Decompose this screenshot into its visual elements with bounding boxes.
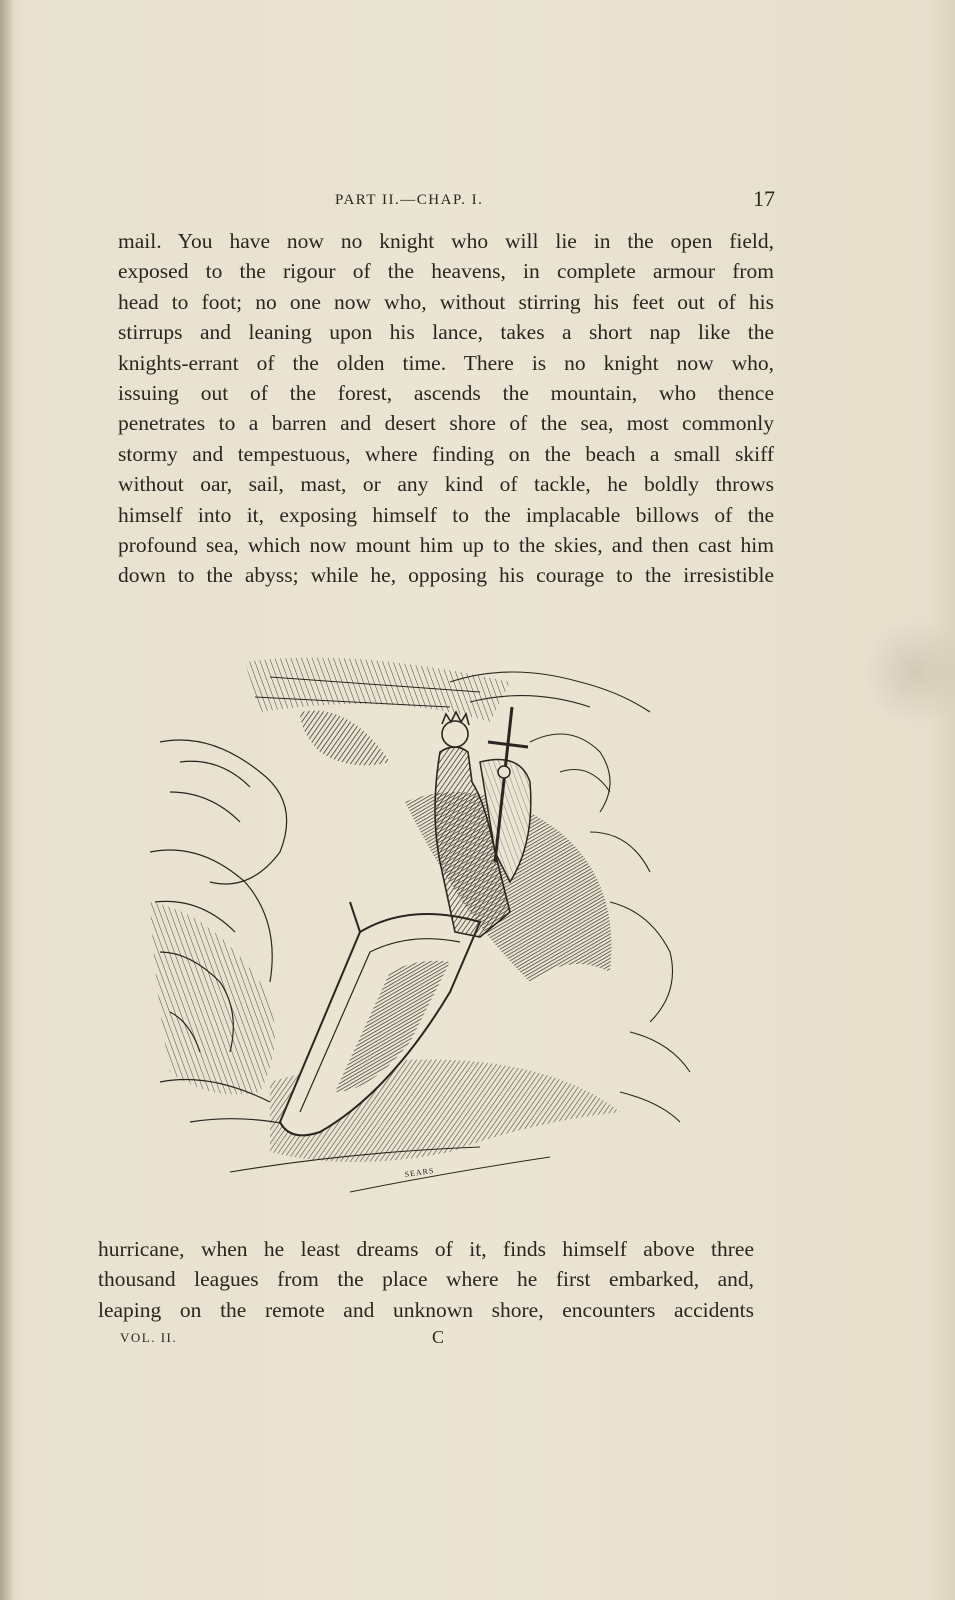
text-line: exposed to the rigour of the heavens, in complete armour from	[118, 259, 774, 284]
text-line: stirrups and leaning upon his lance, takes a short nap like the	[118, 320, 774, 345]
text-line: without oar, sail, mast, or any kind of tackle, he boldly throws	[118, 472, 774, 497]
text-line: mail. You have now no knight who will lie in the open field,	[118, 229, 774, 253]
text-line: thousand leagues from the place where he first embarked, and,	[98, 1267, 754, 1292]
text-line: hurricane, when he least dreams of it, finds himself above three	[98, 1237, 754, 1261]
page-footer	[120, 1327, 520, 1354]
text-line: head to foot; no one now who, without stirring his feet out of his	[118, 289, 774, 314]
text-line: leaping on the remote and unknown shore, encounters accidents	[98, 1297, 754, 1322]
spine-shadow	[0, 0, 14, 1600]
storm-sky	[245, 658, 510, 723]
running-title: PART II.—CHAP. I.	[335, 192, 484, 208]
text-line: himself into it, exposing himself to the implacable billows of the	[118, 502, 774, 527]
volume-signature: VOL. II.	[120, 1330, 178, 1345]
text-line: profound sea, which now mount him up to the skies, and then cast him	[118, 533, 774, 558]
engraving-knight-in-skiff	[150, 652, 720, 1212]
page-number: 17	[753, 186, 775, 211]
text-line: knights-errant of the olden time. There is no knight now who,	[118, 350, 774, 375]
engraver-signature: SEARS	[404, 1165, 435, 1179]
text-line: down to the abyss; while he, opposing his courage to the irresistible	[118, 563, 774, 588]
text-line: issuing out of the forest, ascends the mountain, who thence	[118, 381, 774, 406]
body-text-top	[118, 226, 774, 591]
body-text-bottom	[98, 1234, 754, 1325]
signature-mark: C	[432, 1327, 445, 1347]
running-head	[120, 186, 775, 220]
text-line: penetrates to a barren and desert shore of the sea, most commonly	[118, 411, 774, 436]
text-line: stormy and tempestuous, where finding on the beach a small skiff	[118, 441, 774, 466]
